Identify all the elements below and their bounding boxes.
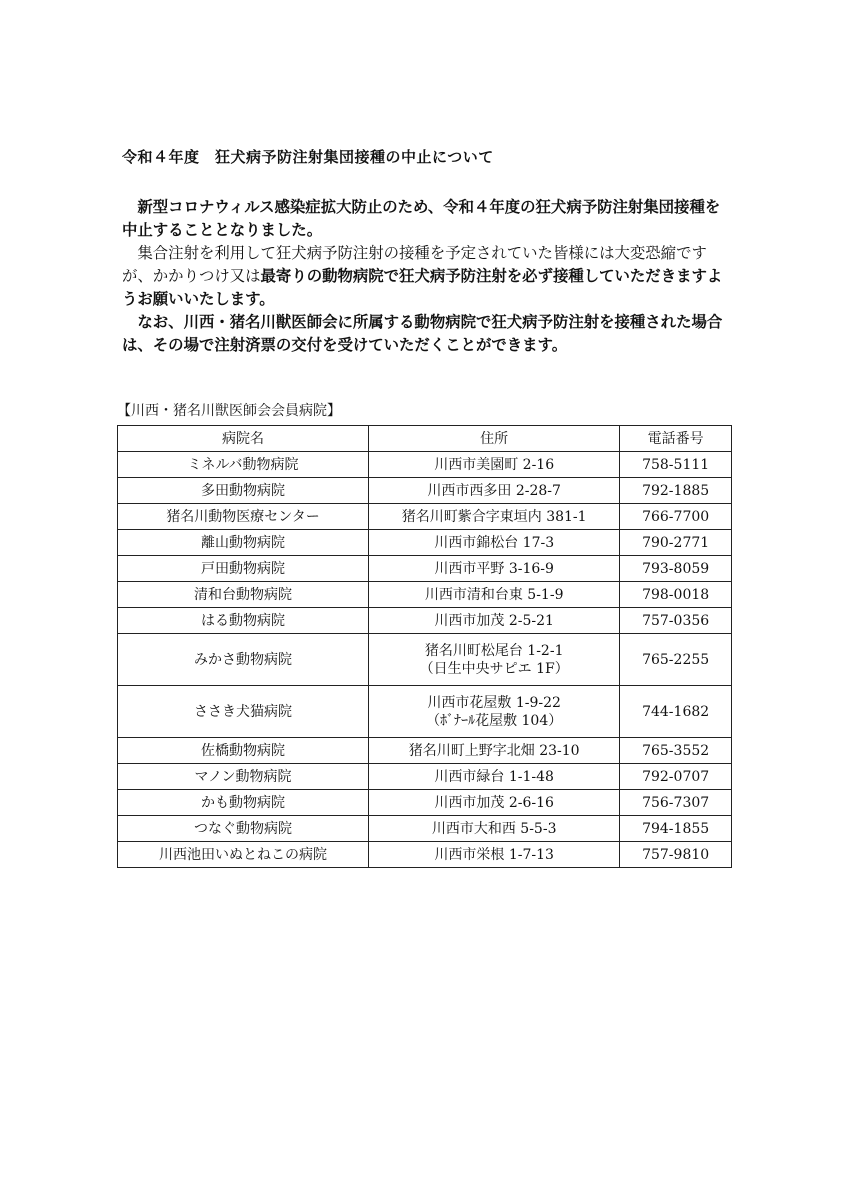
header-address: 住所 [369,426,620,452]
hospital-phone: 794-1855 [620,816,732,842]
hospital-name: みかさ動物病院 [118,634,369,686]
hospital-phone: 757-9810 [620,842,732,868]
paragraph-certificate: なお、川西・猪名川獣医師会に所属する動物病院で狂犬病予防注射を接種された場合は、その場で注射済票の交付を受けていただくことができます。 [122,313,723,354]
hospital-address: 川西市加茂 2-6-16 [369,790,620,816]
hospital-name: かも動物病院 [118,790,369,816]
hospital-address: 川西市西多田 2-28-7 [369,478,620,504]
hospital-phone: 793-8059 [620,556,732,582]
hospital-phone: 758-5111 [620,452,732,478]
hospital-name: 清和台動物病院 [118,582,369,608]
table-row [118,816,732,842]
hospital-address: 川西市清和台東 5-1-9 [369,582,620,608]
table-caption: 【川西・猪名川獣医師会会員病院】 [117,403,341,419]
hospital-address: 川西市平野 3-16-9 [369,556,620,582]
table-row [118,634,732,686]
table-row [118,842,732,868]
table-row [118,530,732,556]
hospital-table [117,425,732,868]
hospital-name: はる動物病院 [118,608,369,634]
notice-body [122,196,734,357]
table-row [118,478,732,504]
hospital-name: ささき犬猫病院 [118,686,369,738]
hospital-phone: 798-0018 [620,582,732,608]
hospital-name: 佐橋動物病院 [118,738,369,764]
hospital-address: 川西市栄根 1-7-13 [369,842,620,868]
paragraph-request-intro: 集合注射を利用して狂犬病予防注射の接種を予定されていた皆様には大変恐縮ですが、かかりつけ又は [122,244,707,285]
table-row [118,738,732,764]
table-row [118,764,732,790]
hospital-address [369,686,620,738]
hospital-phone: 756-7307 [620,790,732,816]
paragraph-cancellation: 新型コロナウィルス感染症拡大防止のため、令和４年度の狂犬病予防注射集団接種を中止することとなりました。 [122,198,721,239]
hospital-address: 川西市大和西 5-5-3 [369,816,620,842]
hospital-phone: 792-1885 [620,478,732,504]
table-row [118,504,732,530]
table-row [118,790,732,816]
header-phone: 電話番号 [620,426,732,452]
table-row [118,452,732,478]
document-title: 令和４年度 狂犬病予防注射集団接種の中止について [122,148,494,166]
hospital-address-line2: （日生中央サピエ 1F） [419,660,569,677]
hospital-phone: 744-1682 [620,686,732,738]
hospital-phone: 792-0707 [620,764,732,790]
hospital-phone: 765-2255 [620,634,732,686]
table-row [118,582,732,608]
table-row [118,608,732,634]
hospital-name: 多田動物病院 [118,478,369,504]
hospital-name: ミネルバ動物病院 [118,452,369,478]
hospital-phone: 790-2771 [620,530,732,556]
hospital-address: 猪名川町上野字北畑 23-10 [369,738,620,764]
table-header-row [118,426,732,452]
hospital-name: 離山動物病院 [118,530,369,556]
hospital-address [369,634,620,686]
table-row [118,556,732,582]
hospital-address-line1: 川西市花屋敷 1-9-22 [427,694,561,711]
hospital-address: 川西市錦松台 17-3 [369,530,620,556]
hospital-address: 川西市緑台 1-1-48 [369,764,620,790]
hospital-phone: 757-0356 [620,608,732,634]
table-row [118,686,732,738]
hospital-address-line1: 猪名川町松尾台 1-2-1 [424,642,564,659]
hospital-name: 戸田動物病院 [118,556,369,582]
hospital-name: 川西池田いぬとねこの病院 [118,842,369,868]
hospital-address: 川西市加茂 2-5-21 [369,608,620,634]
hospital-address: 川西市美園町 2-16 [369,452,620,478]
hospital-address: 猪名川町紫合字東垣内 381-1 [369,504,620,530]
hospital-address-line2: （ﾎﾞﾅｰﾙ花屋敷 104） [426,712,563,729]
hospital-phone: 766-7700 [620,504,732,530]
hospital-phone: 765-3552 [620,738,732,764]
paragraph-request-emphasis: 最寄りの動物病院で狂犬病予防注射を必ず接種していただきますようお願いいたします。 [122,267,723,308]
hospital-name: 猪名川動物医療センター [118,504,369,530]
hospital-name: つなぐ動物病院 [118,816,369,842]
header-hospital-name: 病院名 [118,426,369,452]
hospital-name: マノン動物病院 [118,764,369,790]
paragraph-request [122,242,734,311]
